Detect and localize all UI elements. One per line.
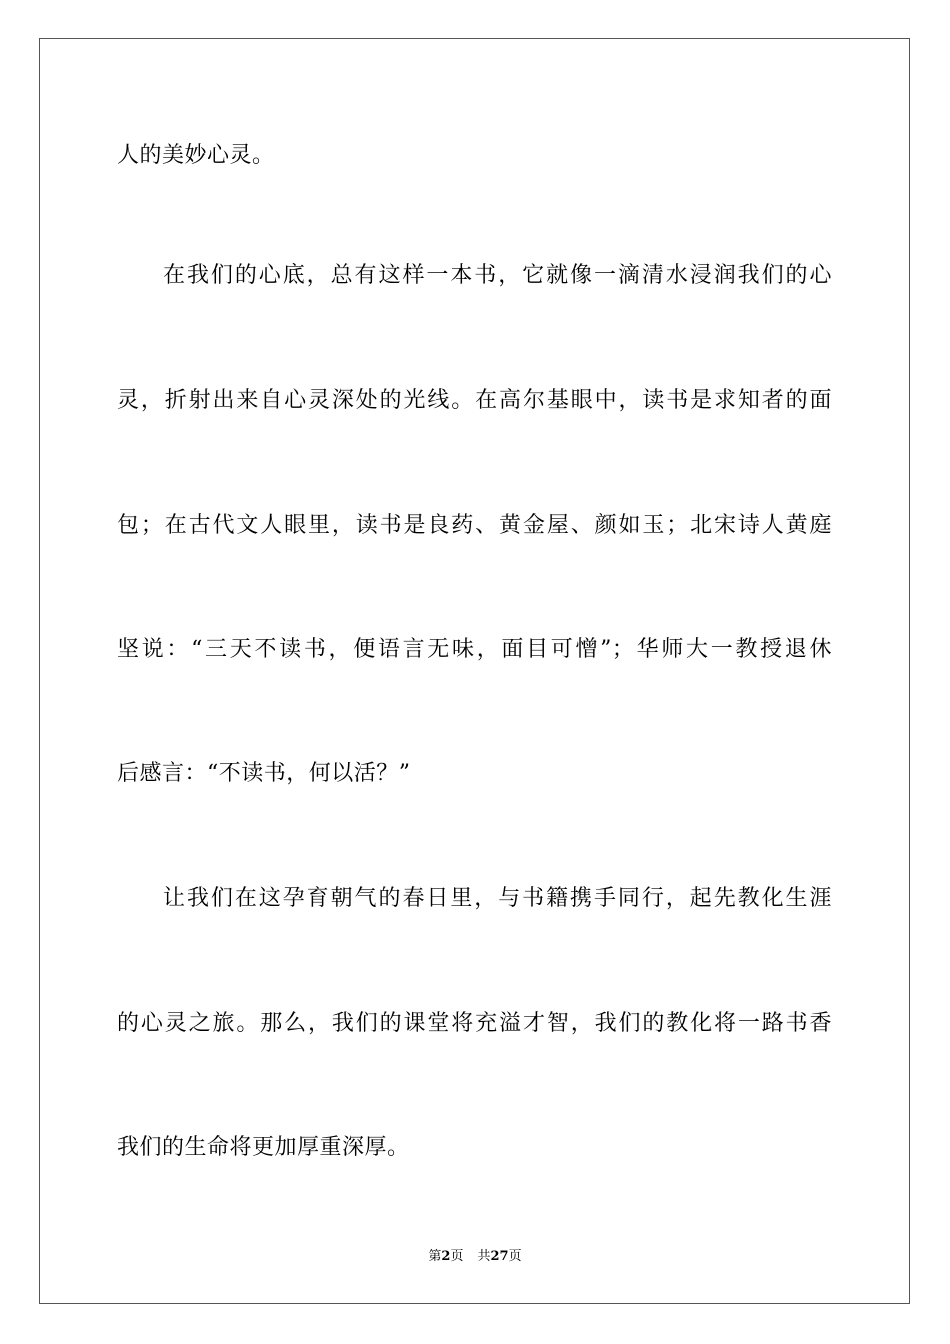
paragraph-line: 让我们在这孕育朝气的春日里，与书籍携手同行，起先教化生涯 xyxy=(163,886,832,911)
page-footer xyxy=(0,1248,950,1266)
paragraph-line: 坚说：“三天不读书，便语言无味，面目可憎”；华师大一教授退休 xyxy=(117,637,832,662)
paragraph-line: 后感言：“不读书，何以活？” xyxy=(117,761,411,786)
total-label-prefix: 共 xyxy=(477,1249,491,1264)
paragraph-line: 灵，折射出来自心灵深处的光线。在高尔基眼中，读书是求知者的面 xyxy=(117,388,832,413)
paragraph-line: 在我们的心底，总有这样一本书，它就像一滴清水浸润我们的心 xyxy=(163,263,832,288)
paragraph-line: 的心灵之旅。那么，我们的课堂将充溢才智，我们的教化将一路书香 xyxy=(117,1011,832,1036)
page-frame xyxy=(39,38,910,1304)
page-label-suffix: 页 xyxy=(450,1249,464,1264)
page-label-prefix: 第 xyxy=(428,1249,442,1264)
paragraph-line: 包；在古代文人眼里，读书是良药、黄金屋、颜如玉；北宋诗人黄庭 xyxy=(117,513,832,538)
total-label-suffix: 页 xyxy=(508,1249,522,1264)
total-pages: 27 xyxy=(490,1249,509,1264)
paragraph-line: 我们的生命将更加厚重深厚。 xyxy=(117,1135,410,1160)
paragraph-line: 人的美妙心灵。 xyxy=(117,143,275,168)
page-number: 2 xyxy=(441,1249,451,1264)
